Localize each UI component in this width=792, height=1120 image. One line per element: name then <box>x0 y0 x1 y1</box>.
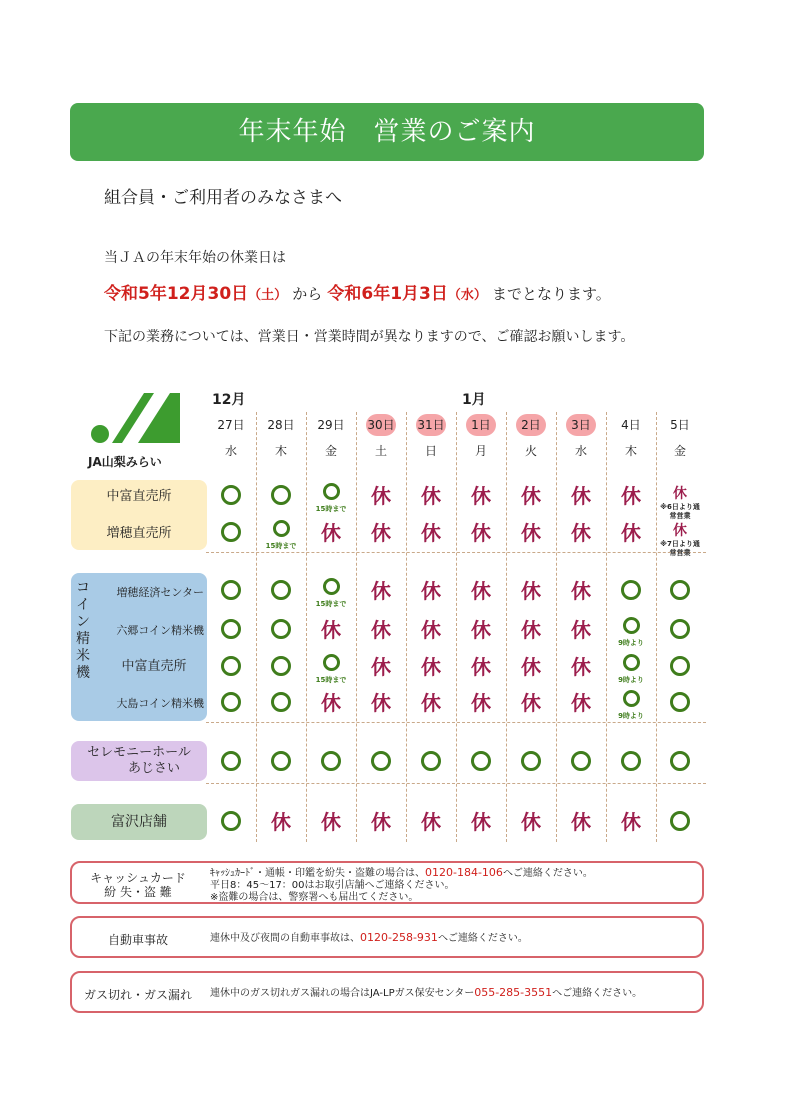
open-circle-icon <box>221 692 241 712</box>
day-weekday: 土 <box>374 444 387 458</box>
contact-cashcard-text: ｷｬｯｼｭｶｰﾄﾞ・通帳・印鑑を紛失・盗難の場合は、0120-184-106へご連絡ください。 平日8：45～17：00はお取引店舗へご連絡ください。 ※盗難の場合は、警察署へも届出てください。 <box>210 866 593 903</box>
open-circle-icon <box>670 656 690 676</box>
cell-note: 15時まで <box>315 600 347 608</box>
month-january: 1月 <box>462 392 486 408</box>
closed-mark: 休 <box>621 810 641 834</box>
day-weekday: 水 <box>224 444 237 458</box>
open-circle-icon <box>271 656 291 676</box>
coin-group-label: コイン精米機 <box>76 580 90 681</box>
closed-mark: 休 <box>321 521 341 545</box>
open-circle-icon <box>271 485 291 505</box>
open-circle-icon <box>371 751 391 771</box>
open-mark <box>309 578 353 609</box>
day-date: 2日 <box>516 414 546 436</box>
closed-mark: 休 <box>571 521 591 545</box>
ja-logo-text: JA山梨みらい <box>88 455 162 469</box>
holiday-start: 令和5年12月30日 <box>104 284 249 304</box>
day-date: 5日 <box>670 418 690 432</box>
row-label: 中富直売所 <box>121 659 187 674</box>
open-circle-icon <box>670 619 690 639</box>
day-date: 28日 <box>267 418 295 432</box>
closed-mark: 休 <box>621 484 641 508</box>
closed-mark: 休 <box>421 691 441 715</box>
open-circle-icon <box>221 619 241 639</box>
open-circle-icon <box>621 580 641 600</box>
open-circle-icon <box>221 522 241 542</box>
day-date: 30日 <box>366 414 396 436</box>
closed-mark: 休 <box>321 618 341 642</box>
closed-mark: 休 <box>471 618 491 642</box>
open-circle-icon <box>221 580 241 600</box>
gas-phone[interactable]: 055-285-3551 <box>474 986 553 999</box>
ja-logo-mark-icon <box>88 389 188 447</box>
open-circle-icon <box>670 751 690 771</box>
open-mark <box>309 483 353 514</box>
row-label: 富沢店舗 <box>111 814 167 830</box>
month-december: 12月 <box>212 392 246 408</box>
open-mark <box>658 619 702 643</box>
contact-gas-label: ガス切れ・ガス漏れ <box>83 988 192 1002</box>
row-label: 大島コイン精米機 <box>116 697 204 710</box>
open-mark <box>209 692 253 716</box>
closed-mark: 休 <box>571 810 591 834</box>
open-circle-icon <box>271 751 291 771</box>
day-weekday: 水 <box>574 444 587 458</box>
open-circle-icon <box>623 617 640 634</box>
open-mark <box>658 656 702 680</box>
greeting: 組合員・ご利用者のみなさまへ <box>104 188 342 208</box>
row-label: 中富直売所 <box>106 489 172 504</box>
open-mark <box>609 654 653 685</box>
closed-mark: 休 <box>371 810 391 834</box>
open-mark <box>609 751 653 775</box>
day-column-header <box>511 414 551 459</box>
open-mark <box>209 580 253 604</box>
day-column-header <box>660 414 700 459</box>
page-title-banner: 年末年始 営業のご案内 <box>70 103 704 161</box>
notice-text: 下記の業務については、営業日・営業時間が異なりますので、ご確認お願いします。 <box>104 329 635 345</box>
open-circle-icon <box>321 751 341 771</box>
open-circle-icon <box>571 751 591 771</box>
contact-car-accident-box <box>70 916 704 958</box>
contact-gas-box <box>70 971 704 1013</box>
day-date: 27日 <box>217 418 245 432</box>
open-circle-icon <box>221 811 241 831</box>
holiday-suffix: までとなります。 <box>491 285 611 303</box>
open-circle-icon <box>323 483 340 500</box>
closed-mark: 休 <box>571 691 591 715</box>
closed-mark: 休 <box>421 618 441 642</box>
open-mark <box>259 485 303 509</box>
contact-car-accident-label: 自動車事故 <box>107 933 168 947</box>
open-circle-icon <box>670 580 690 600</box>
closed-mark: 休 <box>421 655 441 679</box>
open-mark <box>658 751 702 775</box>
day-column-header <box>261 414 301 459</box>
open-circle-icon <box>421 751 441 771</box>
day-date: 31日 <box>416 414 446 436</box>
day-weekday: 金 <box>324 444 337 458</box>
open-circle-icon <box>670 811 690 831</box>
open-mark <box>259 656 303 680</box>
open-mark <box>259 520 303 551</box>
open-mark <box>609 690 653 721</box>
day-weekday: 月 <box>474 444 487 458</box>
closed-mark: 休 <box>621 521 641 545</box>
open-mark <box>259 619 303 643</box>
day-weekday: 金 <box>673 444 686 458</box>
day-date: 4日 <box>621 418 641 432</box>
holiday-end-day: （水） <box>447 288 487 303</box>
open-circle-icon <box>623 690 640 707</box>
day-column-header <box>411 414 451 459</box>
open-mark <box>658 811 702 835</box>
contact-gas-text: 連休中のガス切れガス漏れの場合はJA-LPガス保安センター055-285-3551へご連絡ください。 <box>210 986 643 999</box>
closed-mark: 休 <box>471 655 491 679</box>
day-column-header <box>561 414 601 459</box>
row-label: セレモニーホール あじさい <box>87 745 191 776</box>
cell-note: ※7日より通常営業 <box>660 540 700 557</box>
open-mark <box>559 751 603 775</box>
open-circle-icon <box>670 692 690 712</box>
closed-mark: 休 <box>521 484 541 508</box>
open-circle-icon <box>621 751 641 771</box>
day-column-header <box>211 414 251 459</box>
open-circle-icon <box>323 654 340 671</box>
day-date: 29日 <box>317 418 345 432</box>
closed-mark: 休 <box>521 655 541 679</box>
open-mark <box>658 580 702 604</box>
open-circle-icon <box>271 580 291 600</box>
closed-mark: 休 <box>321 691 341 715</box>
closed-mark: 休 <box>371 691 391 715</box>
cell-note: ※6日より通常営業 <box>660 503 700 520</box>
closed-mark: 休 <box>421 484 441 508</box>
open-mark <box>259 751 303 775</box>
closed-mark: 休 <box>521 691 541 715</box>
car-accident-phone[interactable]: 0120-258-931 <box>360 931 438 944</box>
open-mark <box>209 485 253 509</box>
open-mark <box>459 751 503 775</box>
day-weekday: 火 <box>524 444 537 458</box>
closed-mark: 休 <box>571 484 591 508</box>
closed-mark: 休 <box>471 691 491 715</box>
closed-mark: 休 <box>321 810 341 834</box>
ja-logo <box>88 389 188 467</box>
open-mark <box>509 751 553 775</box>
open-circle-icon <box>271 692 291 712</box>
open-mark <box>409 751 453 775</box>
row-label: 増穂直売所 <box>106 526 172 541</box>
cell-note: 15時まで <box>265 542 297 550</box>
contact-cashcard-label: キャッシュカード 紛 失・盗 難 <box>90 871 186 899</box>
closed-mark: 休 <box>471 810 491 834</box>
day-column-header <box>311 414 351 459</box>
closed-mark: 休 <box>271 810 291 834</box>
open-circle-icon <box>221 485 241 505</box>
closed-mark: 休 ※7日より通常営業 <box>660 523 700 557</box>
cell-note: 9時より <box>618 712 644 720</box>
open-mark <box>309 654 353 685</box>
closed-mark: 休 <box>371 618 391 642</box>
open-mark <box>658 692 702 716</box>
closed-mark: 休 <box>521 579 541 603</box>
closed-mark: 休 <box>471 521 491 545</box>
row-label: 増穂経済センター <box>116 586 204 599</box>
day-column-header <box>461 414 501 459</box>
intro-text: 当ＪＡの年末年始の休業日は <box>104 250 286 266</box>
open-mark <box>209 811 253 835</box>
open-mark <box>309 751 353 775</box>
open-mark <box>209 522 253 546</box>
cell-note: 9時より <box>618 676 644 684</box>
closed-mark: 休 <box>421 810 441 834</box>
open-circle-icon <box>271 619 291 639</box>
open-mark <box>609 580 653 604</box>
day-date: 3日 <box>566 414 596 436</box>
day-column-header <box>611 414 651 459</box>
open-circle-icon <box>221 751 241 771</box>
closed-mark: 休 <box>421 579 441 603</box>
open-mark <box>259 580 303 604</box>
open-mark <box>209 619 253 643</box>
holiday-end: 令和6年1月3日 <box>327 284 448 304</box>
day-weekday: 木 <box>624 444 637 458</box>
contact-car-accident-text: 連休中及び夜間の自動車事故は、0120-258-931へご連絡ください。 <box>210 931 528 944</box>
open-mark <box>209 656 253 680</box>
open-mark <box>359 751 403 775</box>
closed-mark: 休 <box>471 579 491 603</box>
holiday-period <box>104 279 611 304</box>
open-mark <box>609 617 653 648</box>
closed-mark: 休 <box>371 655 391 679</box>
closed-mark: 休 <box>371 579 391 603</box>
open-circle-icon <box>521 751 541 771</box>
closed-mark: 休 <box>421 521 441 545</box>
cell-note: 9時より <box>618 639 644 647</box>
open-circle-icon <box>623 654 640 671</box>
closed-mark: 休 <box>571 618 591 642</box>
open-mark <box>209 751 253 775</box>
closed-mark: 休 <box>471 484 491 508</box>
open-circle-icon <box>471 751 491 771</box>
day-weekday: 日 <box>424 444 437 458</box>
holiday-middle: から <box>292 285 323 303</box>
closed-mark: 休 <box>371 484 391 508</box>
closed-mark: 休 <box>371 521 391 545</box>
row-label: 六郷コイン精米機 <box>116 624 204 637</box>
cashcard-phone[interactable]: 0120-184-106 <box>425 866 503 879</box>
contact-cashcard-box <box>70 861 704 904</box>
day-column-header <box>361 414 401 459</box>
open-circle-icon <box>221 656 241 676</box>
open-circle-icon <box>273 520 290 537</box>
cell-note: 15時まで <box>315 676 347 684</box>
closed-mark: 休 <box>571 655 591 679</box>
cell-note: 15時まで <box>315 505 347 513</box>
holiday-start-day: （土） <box>248 288 288 303</box>
closed-mark: 休 <box>571 579 591 603</box>
open-mark <box>259 692 303 716</box>
closed-mark: 休 ※6日より通常営業 <box>660 486 700 520</box>
closed-mark: 休 <box>521 618 541 642</box>
closed-mark: 休 <box>521 521 541 545</box>
day-weekday: 木 <box>274 444 287 458</box>
closed-mark: 休 <box>521 810 541 834</box>
day-date: 1日 <box>466 414 496 436</box>
open-circle-icon <box>323 578 340 595</box>
